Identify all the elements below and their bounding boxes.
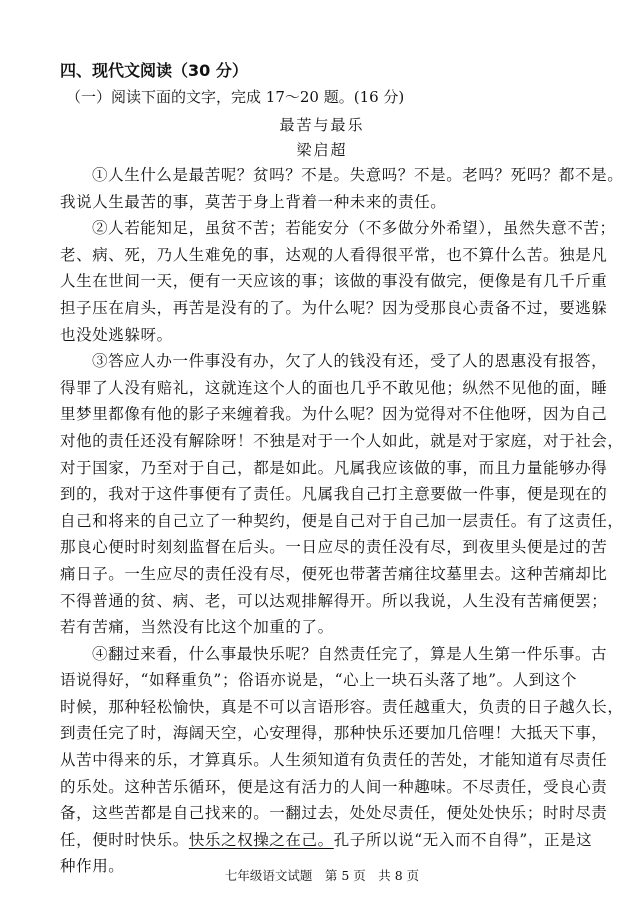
paragraph-line: 若有苦痛，当然没有比这个加重的了。 xyxy=(60,618,334,637)
paragraph-line: 到责任完了时，海阔天空，心安理得，那种快乐还要加几倍哩！大抵天下事， xyxy=(60,724,608,743)
paragraph-line: 我说人生最苦的事，莫苦于身上背着一种未来的责任。 xyxy=(60,192,447,211)
paragraph-line: ①人生什么是最苦呢？贫吗？不是。失意吗？不是。老吗？死吗？都不是。 xyxy=(92,166,624,184)
paragraph-line: 老、病、死，乃人生难免的事，达观的人看得很平常，也不算什么苦。独是凡 xyxy=(60,245,608,264)
paragraph-line: 的乐处。这种苦乐循环，便是这有活力的人间一种趣味。不尽责任，受良心责 xyxy=(60,777,608,796)
section-heading: 四、现代文阅读（30 分） xyxy=(60,61,248,80)
paragraph-line: 不得普通的贫、病、老，可以达观排解得开。所以我说，人生没有苦痛便罢； xyxy=(60,591,608,610)
paragraph-line-text: 任，便时时快乐。 xyxy=(60,830,189,849)
underlined-sentence: 快乐之权操之在己。 xyxy=(188,830,334,849)
paragraph-line xyxy=(60,827,600,854)
paragraph-line: 从苦中得来的乐，才算真乐。人生须知道有负责任的苦处，才能知道有尽责任 xyxy=(60,751,608,770)
paragraph-line: 那良心便时时刻刻监督在后头。一日应尽的责任没有尽，到夜里头便是过的苦 xyxy=(60,538,608,557)
paragraph-line: 语说得好，“如释重负”；俗语亦说是，“心上一块石头落了地”。人到这个 xyxy=(60,671,578,690)
article-title: 最苦与最乐 xyxy=(279,116,365,134)
paragraph-line: 对于国家，乃至对于自己，都是如此。凡属我应该做的事，而且力量能够办得 xyxy=(60,458,608,477)
paragraph-line: 痛日子。一生应尽的责任没有尽，便死也带著苦痛往坟墓里去。这种苦痛却比 xyxy=(60,564,608,583)
paragraph-line: 时候，那种轻松愉快，真是不可以言语形容。责任越重大，负责的日子越久长， xyxy=(60,697,624,716)
paragraph-line: 得罪了人没有赔礼，这就连这个人的面也几乎不敢见他；纵然不见他的面，睡 xyxy=(60,378,608,397)
paragraph-line: ④翻过来看，什么事最快乐呢？自然责任完了，算是人生第一件乐事。古 xyxy=(92,644,608,663)
paragraph-line: 自己和将来的自己立了一种契约，便是自己对于自己加一层责任。有了这责任， xyxy=(60,511,624,530)
paragraph-line: 担子压在肩头，再苦是没有的了。为什么呢？因为受那良心责备不过，要逃躲 xyxy=(60,298,608,317)
paragraph-line: ②人若能知足，虽贫不苦；若能安分（不多做分外希望），虽然失意不苦； xyxy=(92,219,616,238)
paragraph-line: ③答应人办一件事没有办，欠了人的钱没有还，受了人的恩惠没有报答， xyxy=(92,352,608,371)
paragraph-line: 到的，我对于这件事便有了责任。凡属我自己打主意要做一件事，便是现在的 xyxy=(60,485,608,504)
question-instruction: （一）阅读下面的文字，完成 17～20 题。(16 分) xyxy=(66,88,405,106)
article-author: 梁启超 xyxy=(296,141,348,159)
paragraph-line-text: 孔子所以说“无入而不自得”，正是这 xyxy=(333,830,593,849)
paragraph-line: 对他的责任还没有解除呀！不独是对于一个人如此，就是对于家庭，对于社会， xyxy=(60,431,624,450)
paragraph-line: 种作用。 xyxy=(60,857,125,876)
paragraph-line: 人生在世间一天，便有一天应该的事；该做的事没有做完，便像是有几千斤重 xyxy=(60,272,608,291)
page-footer: 七年级语文试题 第 5 页 共 8 页 xyxy=(224,868,420,883)
paragraph-line: 也没处逃躲呀。 xyxy=(60,325,173,344)
article-body xyxy=(60,162,624,880)
paragraph-line: 备，这些苦都是自己找来的。一翻过去，处处尽责任，便处处快乐；时时尽责 xyxy=(60,804,608,823)
paragraph-line: 里梦里都像有他的影子来缠着我。为什么呢？因为觉得对不住他呀，因为自己 xyxy=(60,405,608,424)
